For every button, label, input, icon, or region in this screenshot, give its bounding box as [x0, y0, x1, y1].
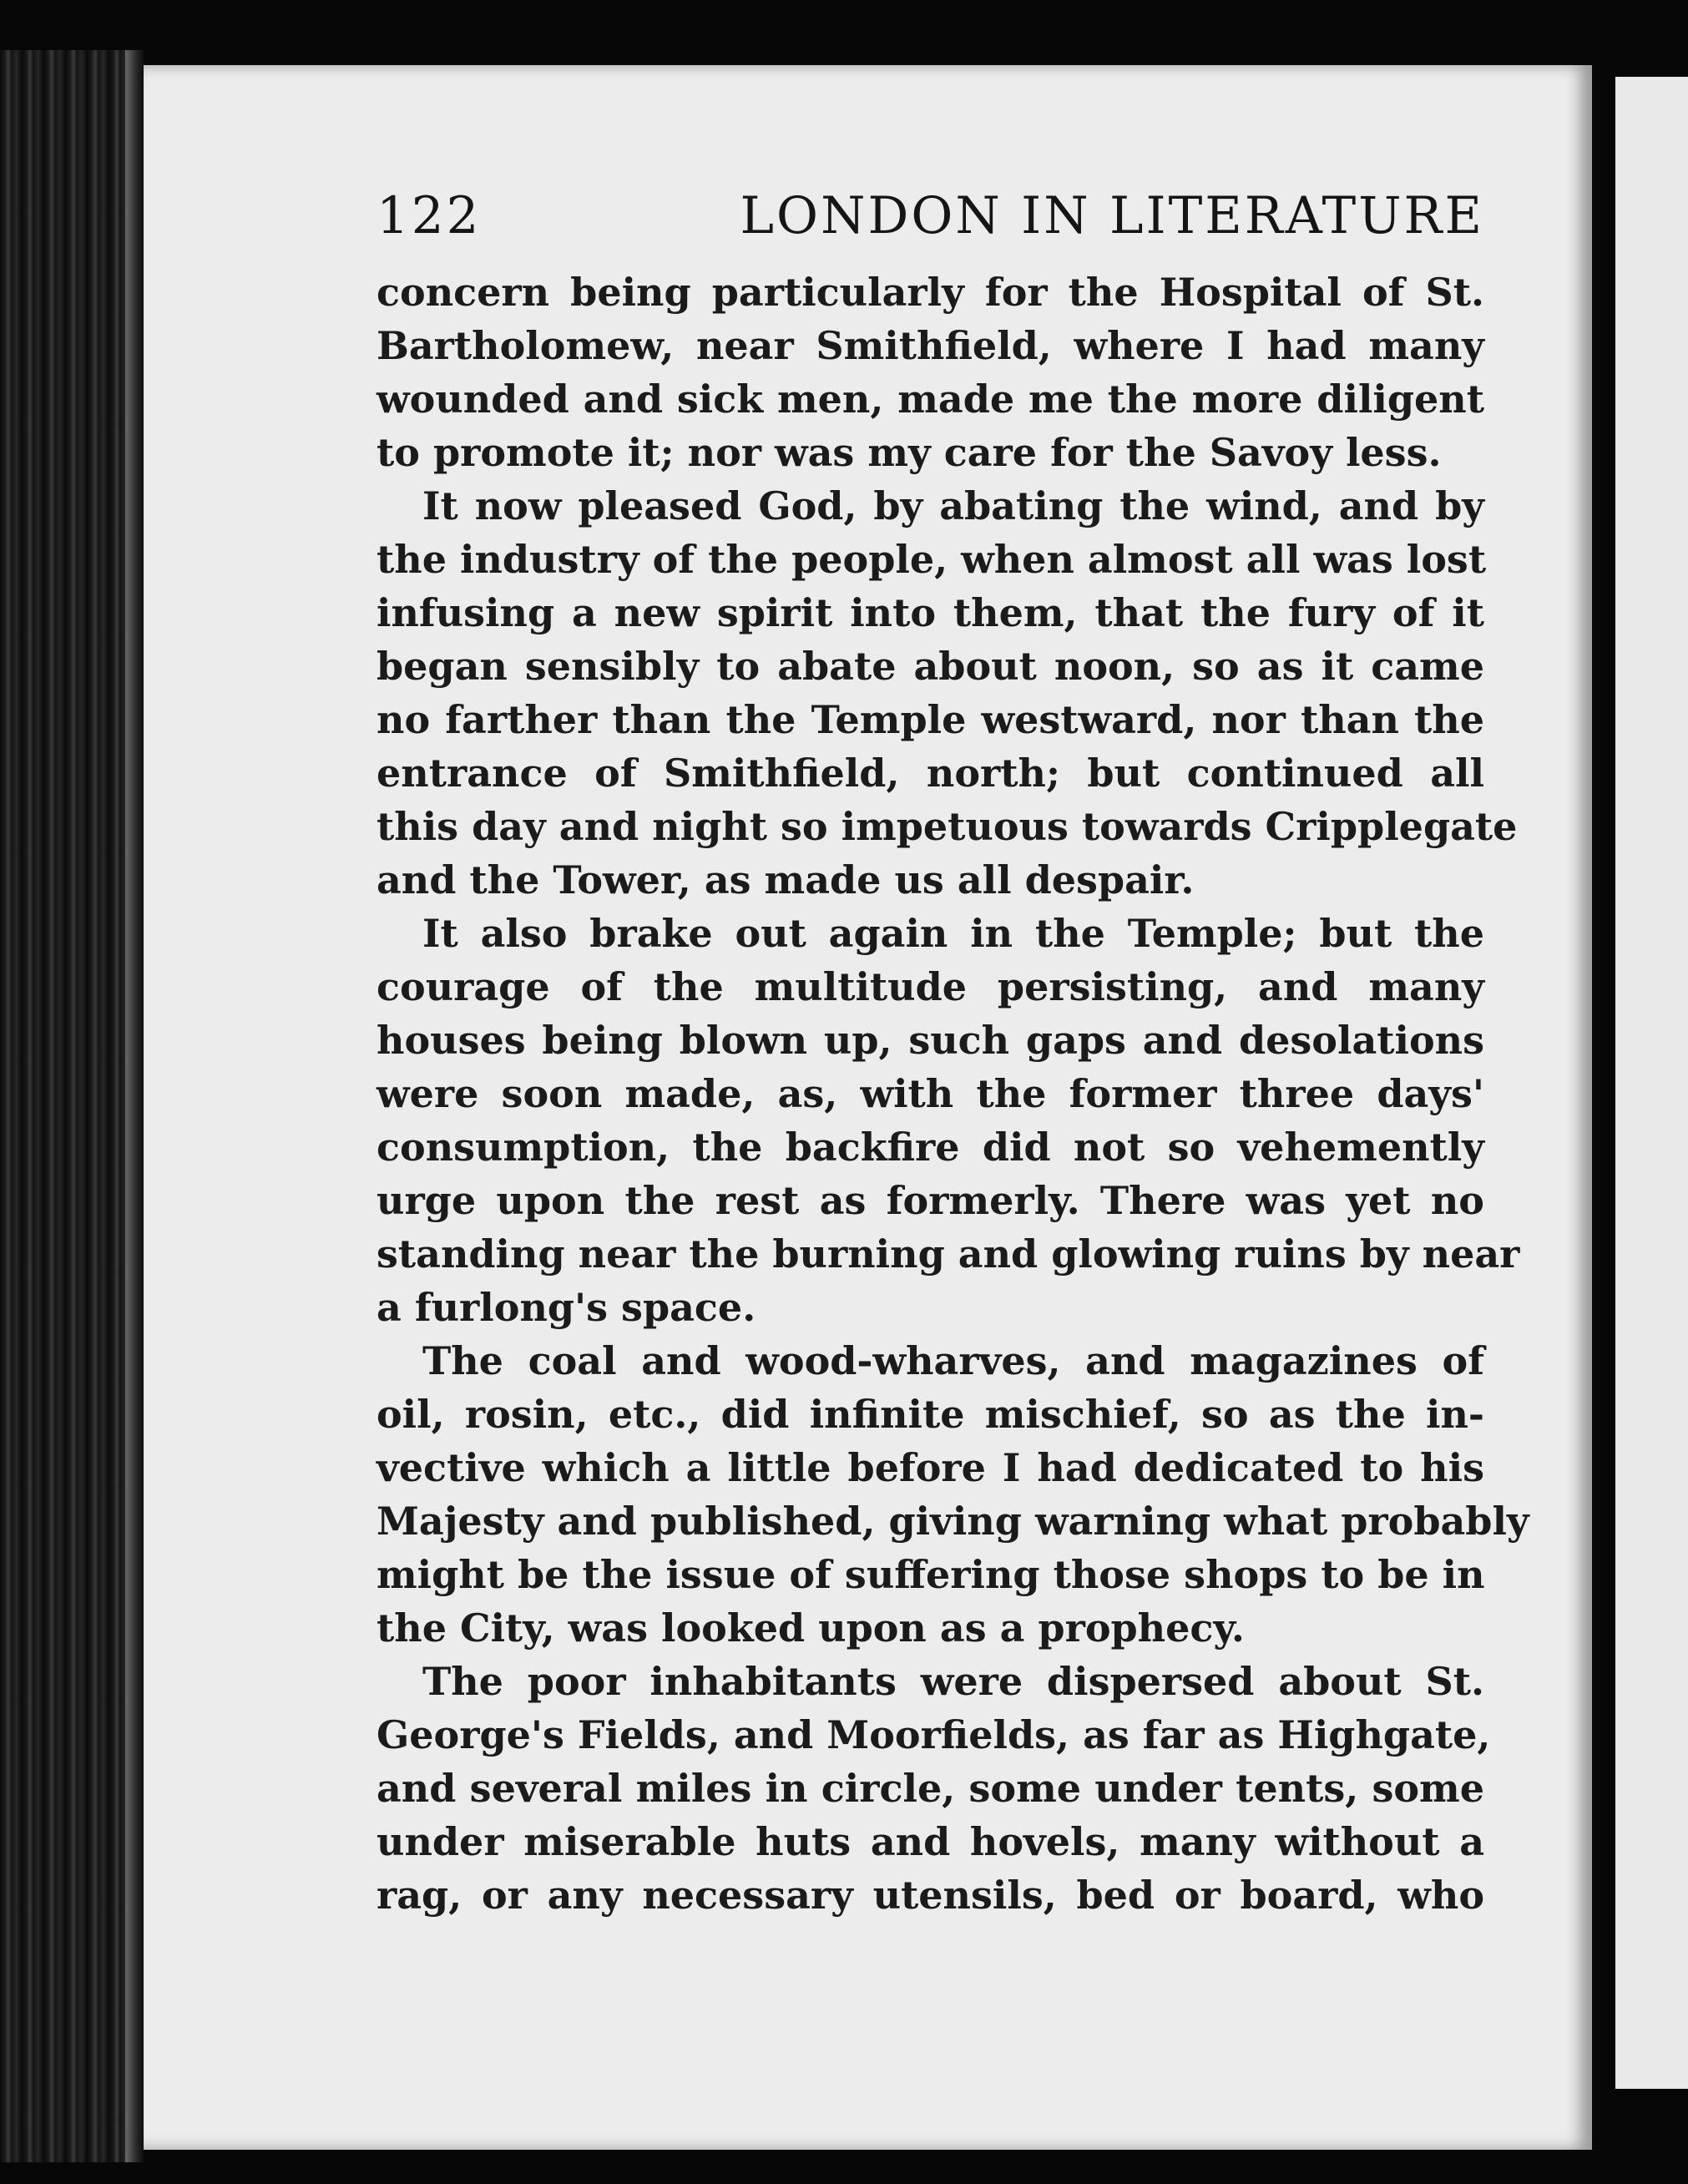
book-binding — [125, 50, 144, 2162]
text-line: infusing a new spirit into them, that the fury of it — [377, 590, 1484, 635]
text-line: might be the issue of suffering those shops to be in — [377, 1552, 1485, 1597]
text-line: courage of the multitude persisting, and many — [377, 964, 1484, 1009]
left-page-edges — [0, 50, 142, 2162]
text-line: were soon made, as, with the former three days' — [377, 1071, 1484, 1116]
running-head — [377, 179, 1484, 254]
text-line: oil, rosin, etc., did infinite mischief, so as the in- — [377, 1392, 1484, 1437]
text-line: concern being particularly for the Hospital of St. — [377, 270, 1484, 315]
text-line: and several miles in circle, some under tents, some — [377, 1766, 1484, 1811]
paragraph-start-line: It now pleased God, by abating the wind, and by — [422, 483, 1484, 528]
text-line: Majesty and published, giving warning what probably — [377, 1499, 1529, 1544]
text-line: this day and night so impetuous towards Cripplegate — [377, 804, 1518, 849]
text-line: rag, or any necessary utensils, bed or board, who — [377, 1873, 1484, 1918]
text-line: consumption, the backfire did not so vehemently — [377, 1125, 1484, 1170]
facing-page-edge — [1615, 77, 1688, 2089]
text-line: the City, was looked upon as a prophecy. — [377, 1605, 1245, 1651]
text-line: standing near the burning and glowing ruins by near — [377, 1231, 1520, 1277]
paragraph-start-line: It also brake out again in the Temple; but the — [422, 911, 1484, 956]
text-line: and the Tower, as made us all despair. — [377, 857, 1195, 902]
text-line: Bartholomew, near Smithfield, where I had many — [377, 323, 1484, 368]
paragraph-start-line: The poor inhabitants were dispersed about St. — [422, 1659, 1484, 1704]
text-line: entrance of Smithfield, north; but continued all — [377, 751, 1484, 796]
text-line: began sensibly to abate about noon, so as it came — [377, 644, 1484, 689]
paragraph-start-line: The coal and wood-wharves, and magazines of — [422, 1338, 1484, 1383]
book-title: LONDON IN LITERATURE — [740, 186, 1484, 245]
text-line: no farther than the Temple westward, nor than the — [377, 697, 1484, 742]
text-line: wounded and sick men, made me the more diligent — [377, 377, 1484, 422]
body-text — [377, 265, 1529, 1922]
text-line: vective which a little before I had dedicated to his — [377, 1445, 1484, 1490]
text-line: a furlong's space. — [377, 1285, 756, 1330]
text-line: George's Fields, and Moorfields, as far as Highgate, — [377, 1712, 1491, 1757]
text-line: the industry of the people, when almost all was lost — [377, 537, 1487, 582]
text-line: under miserable huts and hovels, many without a — [377, 1819, 1484, 1864]
text-line: houses being blown up, such gaps and desolations — [377, 1018, 1484, 1063]
text-line: to promote it; nor was my care for the Savoy less. — [377, 430, 1442, 475]
page-number: 122 — [377, 186, 482, 245]
text-line: urge upon the rest as formerly. There was yet no — [377, 1178, 1484, 1223]
